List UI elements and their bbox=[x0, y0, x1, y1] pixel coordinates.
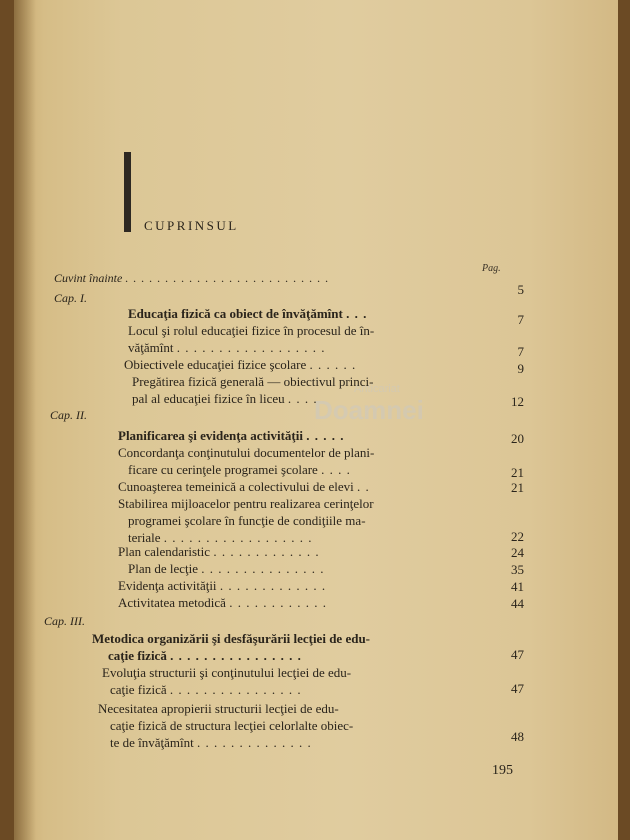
toc-page-educatia-fizica: 7 bbox=[517, 312, 524, 327]
toc-page-obiectivele: 9 bbox=[517, 361, 524, 376]
toc-page-concordanta: 21 bbox=[511, 465, 524, 480]
toc-entry-cunoasterea: Cunoaşterea temeinică a colectivului de elevi . . bbox=[118, 479, 370, 494]
toc-page-plan-calendaristic: 24 bbox=[511, 545, 524, 560]
heading-bar-mark bbox=[124, 152, 131, 232]
book-page bbox=[14, 0, 618, 840]
toc-entry-activitatea-metodica: Activitatea metodică . . . . . . . . . . . . bbox=[118, 595, 327, 610]
toc-entry-necesitatea-line1: Necesitatea apropierii structurii lecţiei de edu- bbox=[98, 701, 339, 716]
toc-page-metodica: 47 bbox=[511, 647, 524, 662]
page-number: 195 bbox=[492, 763, 513, 778]
toc-chapter-2: Cap. II. bbox=[50, 408, 87, 422]
contents-heading: CUPRINSUL bbox=[144, 218, 239, 233]
toc-entry-evolutia-line1: Evoluţia structurii şi conţinutului lecţiei de edu- bbox=[102, 665, 352, 680]
toc-entry-evolutia-line2: caţie fizică . . . . . . . . . . . . . . . . bbox=[110, 682, 302, 697]
toc-entry-necesitatea-line2: caţie fizică de structura lecţiei celorlalte obiec- bbox=[110, 718, 354, 733]
watermark-text: Doamnei bbox=[314, 395, 424, 425]
toc-entry-pregatirea-line2: pal al educaţiei fizice în liceu . . . . bbox=[132, 391, 318, 406]
toc-entry-pregatirea-line1: Pregătirea fizică generală — obiectivul princi- bbox=[132, 374, 374, 389]
toc-entry-plan-lectie: Plan de lecţie . . . . . . . . . . . . . . . bbox=[128, 561, 325, 576]
toc-chapter-3: Cap. III. bbox=[44, 614, 85, 628]
toc-entry-concordanta-line2: ficare cu cerinţele programei şcolare . . . . bbox=[128, 462, 351, 477]
toc-entry-locul-rolul-line1: Locul şi rolul educaţiei fizice în procesul de în- bbox=[128, 323, 375, 338]
toc-page-pregatirea: 12 bbox=[511, 394, 524, 409]
toc-entry-plan-calendaristic: Plan calendaristic . . . . . . . . . . . . . bbox=[118, 544, 320, 559]
toc-page-planificarea: 20 bbox=[511, 431, 524, 446]
toc-entry-locul-rolul-line2: văţămînt . . . . . . . . . . . . . . . . . . bbox=[128, 340, 326, 355]
toc-page-stabilirea: 22 bbox=[511, 529, 524, 544]
toc-page-plan-lectie: 35 bbox=[511, 562, 524, 577]
toc-entry-concordanta-line1: Concordanţa conţinutului documentelor de plani- bbox=[118, 445, 375, 460]
toc-entry-obiectivele: Obiectivele educaţiei fizice şcolare . . . . . . bbox=[124, 357, 357, 372]
toc-entry-evidenta: Evidenţa activităţii . . . . . . . . . . . . . bbox=[118, 578, 327, 593]
toc-entry-foreword: Cuvint înainte . . . . . . . . . . . . . . . . . . . . . . . . . . bbox=[54, 271, 330, 285]
spine-shadow bbox=[14, 0, 36, 840]
toc-page-activitatea-metodica: 44 bbox=[511, 596, 524, 611]
toc-entry-necesitatea-line3: te de învăţămînt . . . . . . . . . . . . . . bbox=[110, 735, 312, 750]
toc-page-cunoasterea: 21 bbox=[511, 480, 524, 495]
toc-entry-educatia-fizica: Educaţia fizică ca obiect de învăţămînt . . . bbox=[128, 306, 368, 321]
toc-chapter-1: Cap. I. bbox=[54, 291, 87, 305]
watermark-small-text: Anticariat bbox=[354, 383, 400, 395]
toc-entry-metodica-line2: caţie fizică . . . . . . . . . . . . . . . . bbox=[108, 648, 302, 663]
page-column-label: Pag. bbox=[482, 263, 501, 274]
toc-entry-planificarea: Planificarea şi evidenţa activităţii . . . . . bbox=[118, 428, 345, 443]
toc-page-foreword: 5 bbox=[517, 282, 524, 297]
toc-page-evolutia: 47 bbox=[511, 681, 524, 696]
toc-page-locul-rolul: 7 bbox=[517, 344, 524, 359]
toc-entry-stabilirea-line3: teriale . . . . . . . . . . . . . . . . . . bbox=[128, 530, 313, 545]
toc-entry-metodica-line1: Metodica organizării şi desfăşurării lecţiei de edu- bbox=[92, 631, 371, 646]
toc-page-evidenta: 41 bbox=[511, 579, 524, 594]
toc-entry-stabilirea-line1: Stabilirea mijloacelor pentru realizarea cerinţelor bbox=[118, 496, 374, 511]
toc-page-necesitatea: 48 bbox=[511, 729, 524, 744]
toc-entry-stabilirea-line2: programei şcolare în funcţie de condiţiile ma- bbox=[128, 513, 366, 528]
